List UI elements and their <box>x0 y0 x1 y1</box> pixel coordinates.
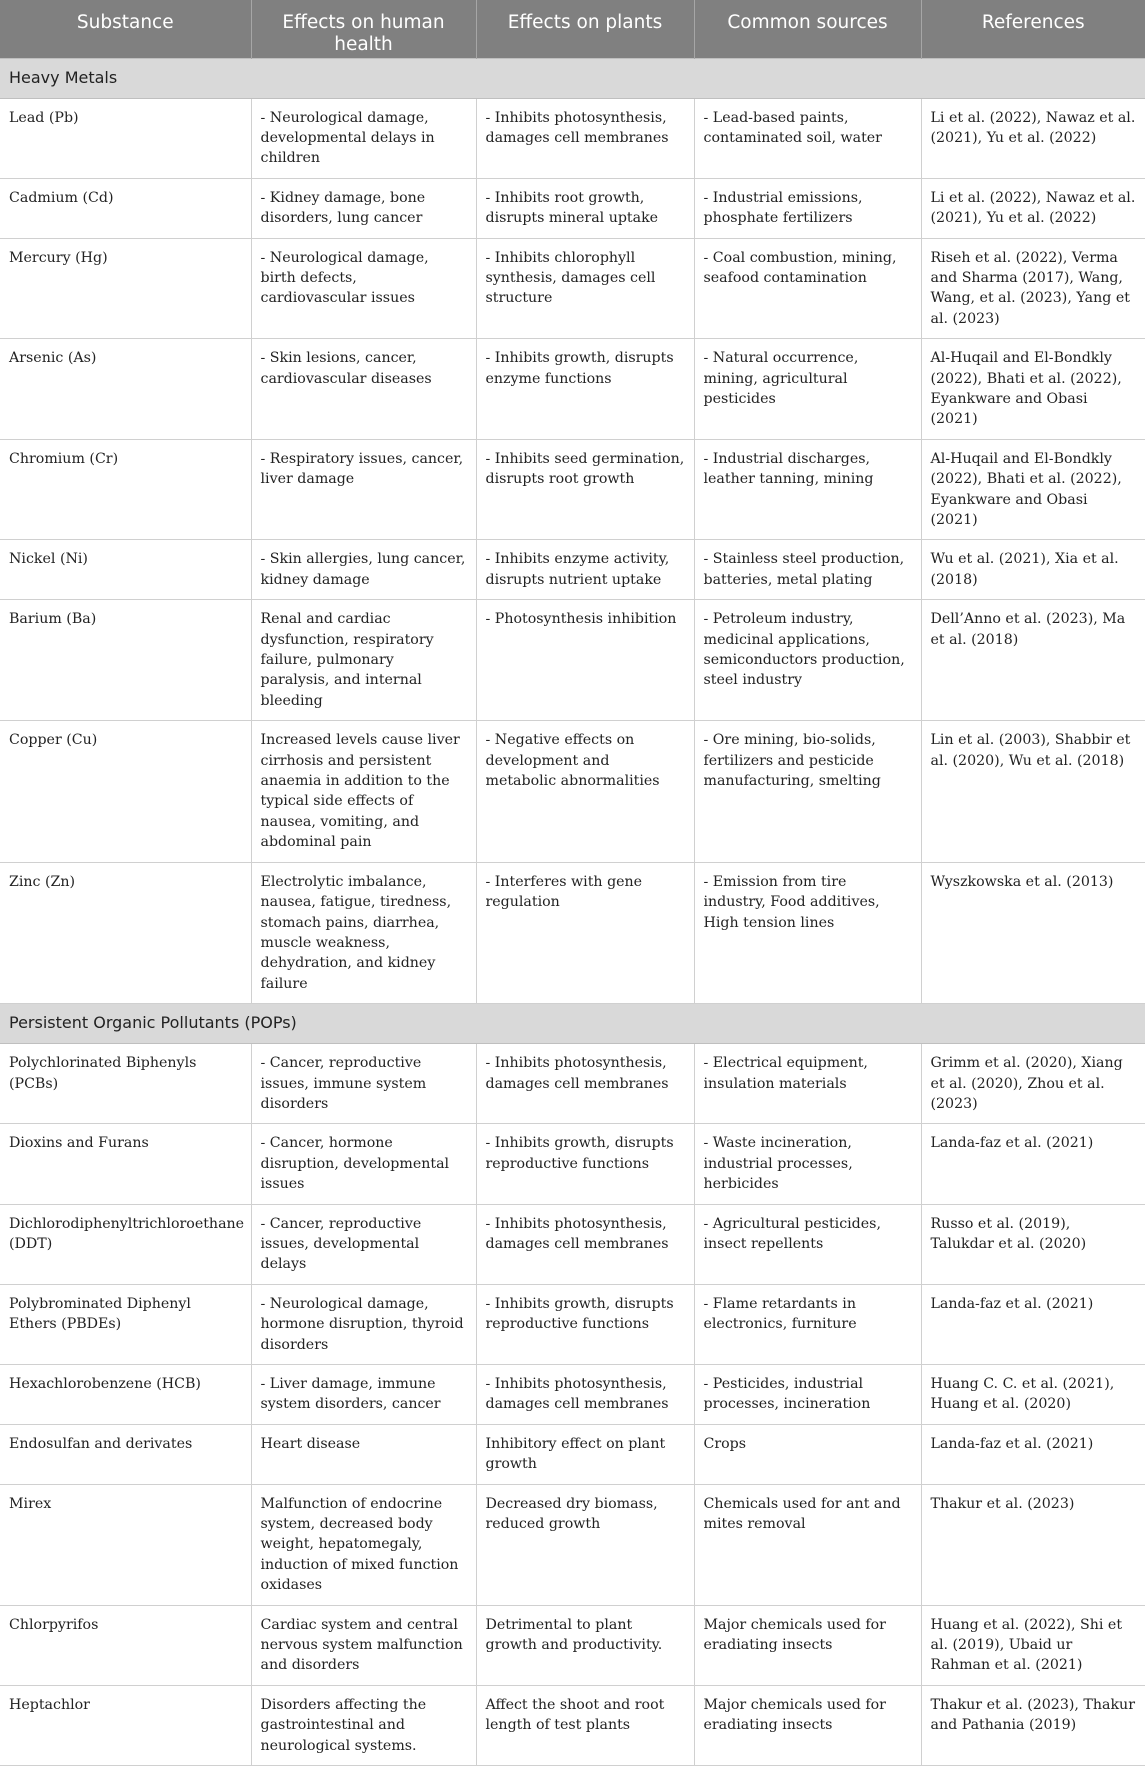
references-cell: Lin et al. (2003), Shabbir et al. (2020), Wu et al. (2018) <box>921 721 1145 862</box>
sources-cell: - Electrical equipment, insulation materials <box>694 1044 921 1124</box>
sources-cell: - Ore mining, bio-solids, fertilizers and pesticide manufacturing, smelting <box>694 721 921 862</box>
human-health-cell: - Skin lesions, cancer, cardiovascular diseases <box>251 339 476 440</box>
substance-cell: Endosulfan and derivates <box>0 1424 251 1484</box>
substance-cell: Hexachlorobenzene (HCB) <box>0 1365 251 1425</box>
table-header <box>0 0 1145 58</box>
human-health-cell: - Neurological damage, birth defects, cardiovascular issues <box>251 238 476 339</box>
sources-cell: - Industrial discharges, leather tanning, mining <box>694 439 921 540</box>
sources-cell: Major chemicals used for eradiating insects <box>694 1685 921 1765</box>
plants-cell: - Photosynthesis inhibition <box>476 600 694 721</box>
substance-cell: Zinc (Zn) <box>0 862 251 1003</box>
plants-cell: - Inhibits photosynthesis, damages cell membranes <box>476 1204 694 1284</box>
plants-cell: - Inhibits photosynthesis, damages cell membranes <box>476 1365 694 1425</box>
substance-cell: Chromium (Cr) <box>0 439 251 540</box>
human-health-cell: - Cancer, reproductive issues, immune system disorders <box>251 1044 476 1124</box>
plants-cell: - Negative effects on development and metabolic abnormalities <box>476 721 694 862</box>
sources-cell: - Natural occurrence, mining, agricultural pesticides <box>694 339 921 440</box>
sources-cell: - Agricultural pesticides, insect repellents <box>694 1204 921 1284</box>
substance-cell: Polybrominated Diphenyl Ethers (PBDEs) <box>0 1284 251 1364</box>
table-row <box>0 721 1145 862</box>
human-health-cell: Heart disease <box>251 1424 476 1484</box>
human-health-cell: - Skin allergies, lung cancer, kidney damage <box>251 540 476 600</box>
plants-cell: - Inhibits chlorophyll synthesis, damages cell structure <box>476 238 694 339</box>
header-substance: Substance <box>0 0 251 58</box>
substance-cell: Dioxins and Furans <box>0 1124 251 1204</box>
plants-cell: - Inhibits growth, disrupts reproductive functions <box>476 1124 694 1204</box>
substance-cell: Mirex <box>0 1484 251 1605</box>
sources-cell: Chemicals used for ant and mites removal <box>694 1484 921 1605</box>
substance-cell: Polychlorinated Biphenyls (PCBs) <box>0 1044 251 1124</box>
table-row <box>0 540 1145 600</box>
plants-cell: Decreased dry biomass, reduced growth <box>476 1484 694 1605</box>
human-health-cell: Disorders affecting the gastrointestinal and neurological systems. <box>251 1685 476 1765</box>
human-health-cell: - Liver damage, immune system disorders, cancer <box>251 1365 476 1425</box>
substance-cell: Copper (Cu) <box>0 721 251 862</box>
plants-cell: - Inhibits growth, disrupts enzyme functions <box>476 339 694 440</box>
substance-cell: Heptachlor <box>0 1685 251 1765</box>
substance-cell: Barium (Ba) <box>0 600 251 721</box>
table-row <box>0 862 1145 1003</box>
table-row <box>0 1284 1145 1364</box>
references-cell: Thakur et al. (2023) <box>921 1484 1145 1605</box>
plants-cell: - Inhibits photosynthesis, damages cell membranes <box>476 1044 694 1124</box>
table-body <box>0 58 1145 1766</box>
plants-cell: - Inhibits photosynthesis, damages cell membranes <box>476 98 694 178</box>
human-health-cell: Increased levels cause liver cirrhosis and persistent anaemia in addition to the typical side effects of nausea, vomiting, and abdominal pain <box>251 721 476 862</box>
human-health-cell: - Neurological damage, hormone disruption, thyroid disorders <box>251 1284 476 1364</box>
references-cell: Landa-faz et al. (2021) <box>921 1284 1145 1364</box>
human-health-cell: - Neurological damage, developmental delays in children <box>251 98 476 178</box>
sources-cell: - Coal combustion, mining, seafood contamination <box>694 238 921 339</box>
plants-cell: - Inhibits enzyme activity, disrupts nutrient uptake <box>476 540 694 600</box>
table-row <box>0 339 1145 440</box>
table-row <box>0 1685 1145 1765</box>
sources-cell: - Stainless steel production, batteries, metal plating <box>694 540 921 600</box>
table-row <box>0 1605 1145 1685</box>
substance-cell: Arsenic (As) <box>0 339 251 440</box>
table-row <box>0 1044 1145 1124</box>
references-cell: Huang et al. (2022), Shi et al. (2019), Ubaid ur Rahman et al. (2021) <box>921 1605 1145 1685</box>
plants-cell: - Interferes with gene regulation <box>476 862 694 1003</box>
human-health-cell: - Kidney damage, bone disorders, lung cancer <box>251 178 476 238</box>
human-health-cell: - Cancer, hormone disruption, developmental issues <box>251 1124 476 1204</box>
references-cell: Landa-faz et al. (2021) <box>921 1424 1145 1484</box>
table-row <box>0 1365 1145 1425</box>
header-sources: Common sources <box>694 0 921 58</box>
references-cell: Thakur et al. (2023), Thakur and Pathania (2019) <box>921 1685 1145 1765</box>
human-health-cell: Malfunction of endocrine system, decreased body weight, hepatomegaly, induction of mixed function oxidases <box>251 1484 476 1605</box>
references-cell: Wyszkowska et al. (2013) <box>921 862 1145 1003</box>
table-row <box>0 1124 1145 1204</box>
plants-cell: Affect the shoot and root length of test plants <box>476 1685 694 1765</box>
header-references: References <box>921 0 1145 58</box>
human-health-cell: - Cancer, reproductive issues, developmental delays <box>251 1204 476 1284</box>
table-row <box>0 1204 1145 1284</box>
table-row <box>0 1424 1145 1484</box>
section-title: Persistent Organic Pollutants (POPs) <box>0 1004 1145 1044</box>
table-row <box>0 178 1145 238</box>
table-row <box>0 600 1145 721</box>
section-title: Heavy Metals <box>0 58 1145 98</box>
section-header-row <box>0 1004 1145 1044</box>
plants-cell: Inhibitory effect on plant growth <box>476 1424 694 1484</box>
references-cell: Landa-faz et al. (2021) <box>921 1124 1145 1204</box>
references-cell: Al-Huqail and El-Bondkly (2022), Bhati et al. (2022), Eyankware and Obasi (2021) <box>921 439 1145 540</box>
substance-cell: Nickel (Ni) <box>0 540 251 600</box>
substance-cell: Dichlorodiphenyltrichloroethane (DDT) <box>0 1204 251 1284</box>
references-cell: Li et al. (2022), Nawaz et al. (2021), Yu et al. (2022) <box>921 98 1145 178</box>
sources-cell: - Lead-based paints, contaminated soil, water <box>694 98 921 178</box>
section-header-row <box>0 58 1145 98</box>
references-cell: Dell’Anno et al. (2023), Ma et al. (2018) <box>921 600 1145 721</box>
table-row <box>0 238 1145 339</box>
header-human-health: Effects on human health <box>251 0 476 58</box>
substance-cell: Mercury (Hg) <box>0 238 251 339</box>
references-cell: Al-Huqail and El-Bondkly (2022), Bhati et al. (2022), Eyankware and Obasi (2021) <box>921 339 1145 440</box>
sources-cell: - Waste incineration, industrial processes, herbicides <box>694 1124 921 1204</box>
substance-cell: Chlorpyrifos <box>0 1605 251 1685</box>
references-cell: Huang C. C. et al. (2021), Huang et al. (2020) <box>921 1365 1145 1425</box>
substance-cell: Cadmium (Cd) <box>0 178 251 238</box>
sources-cell: Crops <box>694 1424 921 1484</box>
sources-cell: - Industrial emissions, phosphate fertilizers <box>694 178 921 238</box>
human-health-cell: - Respiratory issues, cancer, liver damage <box>251 439 476 540</box>
references-cell: Grimm et al. (2020), Xiang et al. (2020), Zhou et al. (2023) <box>921 1044 1145 1124</box>
substance-cell: Lead (Pb) <box>0 98 251 178</box>
sources-cell: Major chemicals used for eradiating insects <box>694 1605 921 1685</box>
sources-cell: - Petroleum industry, medicinal applications, semiconductors production, steel industry <box>694 600 921 721</box>
table-row <box>0 98 1145 178</box>
references-cell: Wu et al. (2021), Xia et al. (2018) <box>921 540 1145 600</box>
plants-cell: Detrimental to plant growth and productivity. <box>476 1605 694 1685</box>
header-plants: Effects on plants <box>476 0 694 58</box>
table-row <box>0 1484 1145 1605</box>
header-row <box>0 0 1145 58</box>
sources-cell: - Flame retardants in electronics, furniture <box>694 1284 921 1364</box>
plants-cell: - Inhibits root growth, disrupts mineral uptake <box>476 178 694 238</box>
sources-cell: - Emission from tire industry, Food additives, High tension lines <box>694 862 921 1003</box>
references-cell: Russo et al. (2019), Talukdar et al. (2020) <box>921 1204 1145 1284</box>
human-health-cell: Cardiac system and central nervous system malfunction and disorders <box>251 1605 476 1685</box>
references-cell: Li et al. (2022), Nawaz et al. (2021), Yu et al. (2022) <box>921 178 1145 238</box>
table-row <box>0 439 1145 540</box>
references-cell: Riseh et al. (2022), Verma and Sharma (2017), Wang, Wang, et al. (2023), Yang et al. (2023) <box>921 238 1145 339</box>
plants-cell: - Inhibits growth, disrupts reproductive functions <box>476 1284 694 1364</box>
human-health-cell: Renal and cardiac dysfunction, respiratory failure, pulmonary paralysis, and internal bleeding <box>251 600 476 721</box>
plants-cell: - Inhibits seed germination, disrupts root growth <box>476 439 694 540</box>
human-health-cell: Electrolytic imbalance, nausea, fatigue, tiredness, stomach pains, diarrhea, muscle weakness, dehydration, and kidney failure <box>251 862 476 1003</box>
sources-cell: - Pesticides, industrial processes, incineration <box>694 1365 921 1425</box>
